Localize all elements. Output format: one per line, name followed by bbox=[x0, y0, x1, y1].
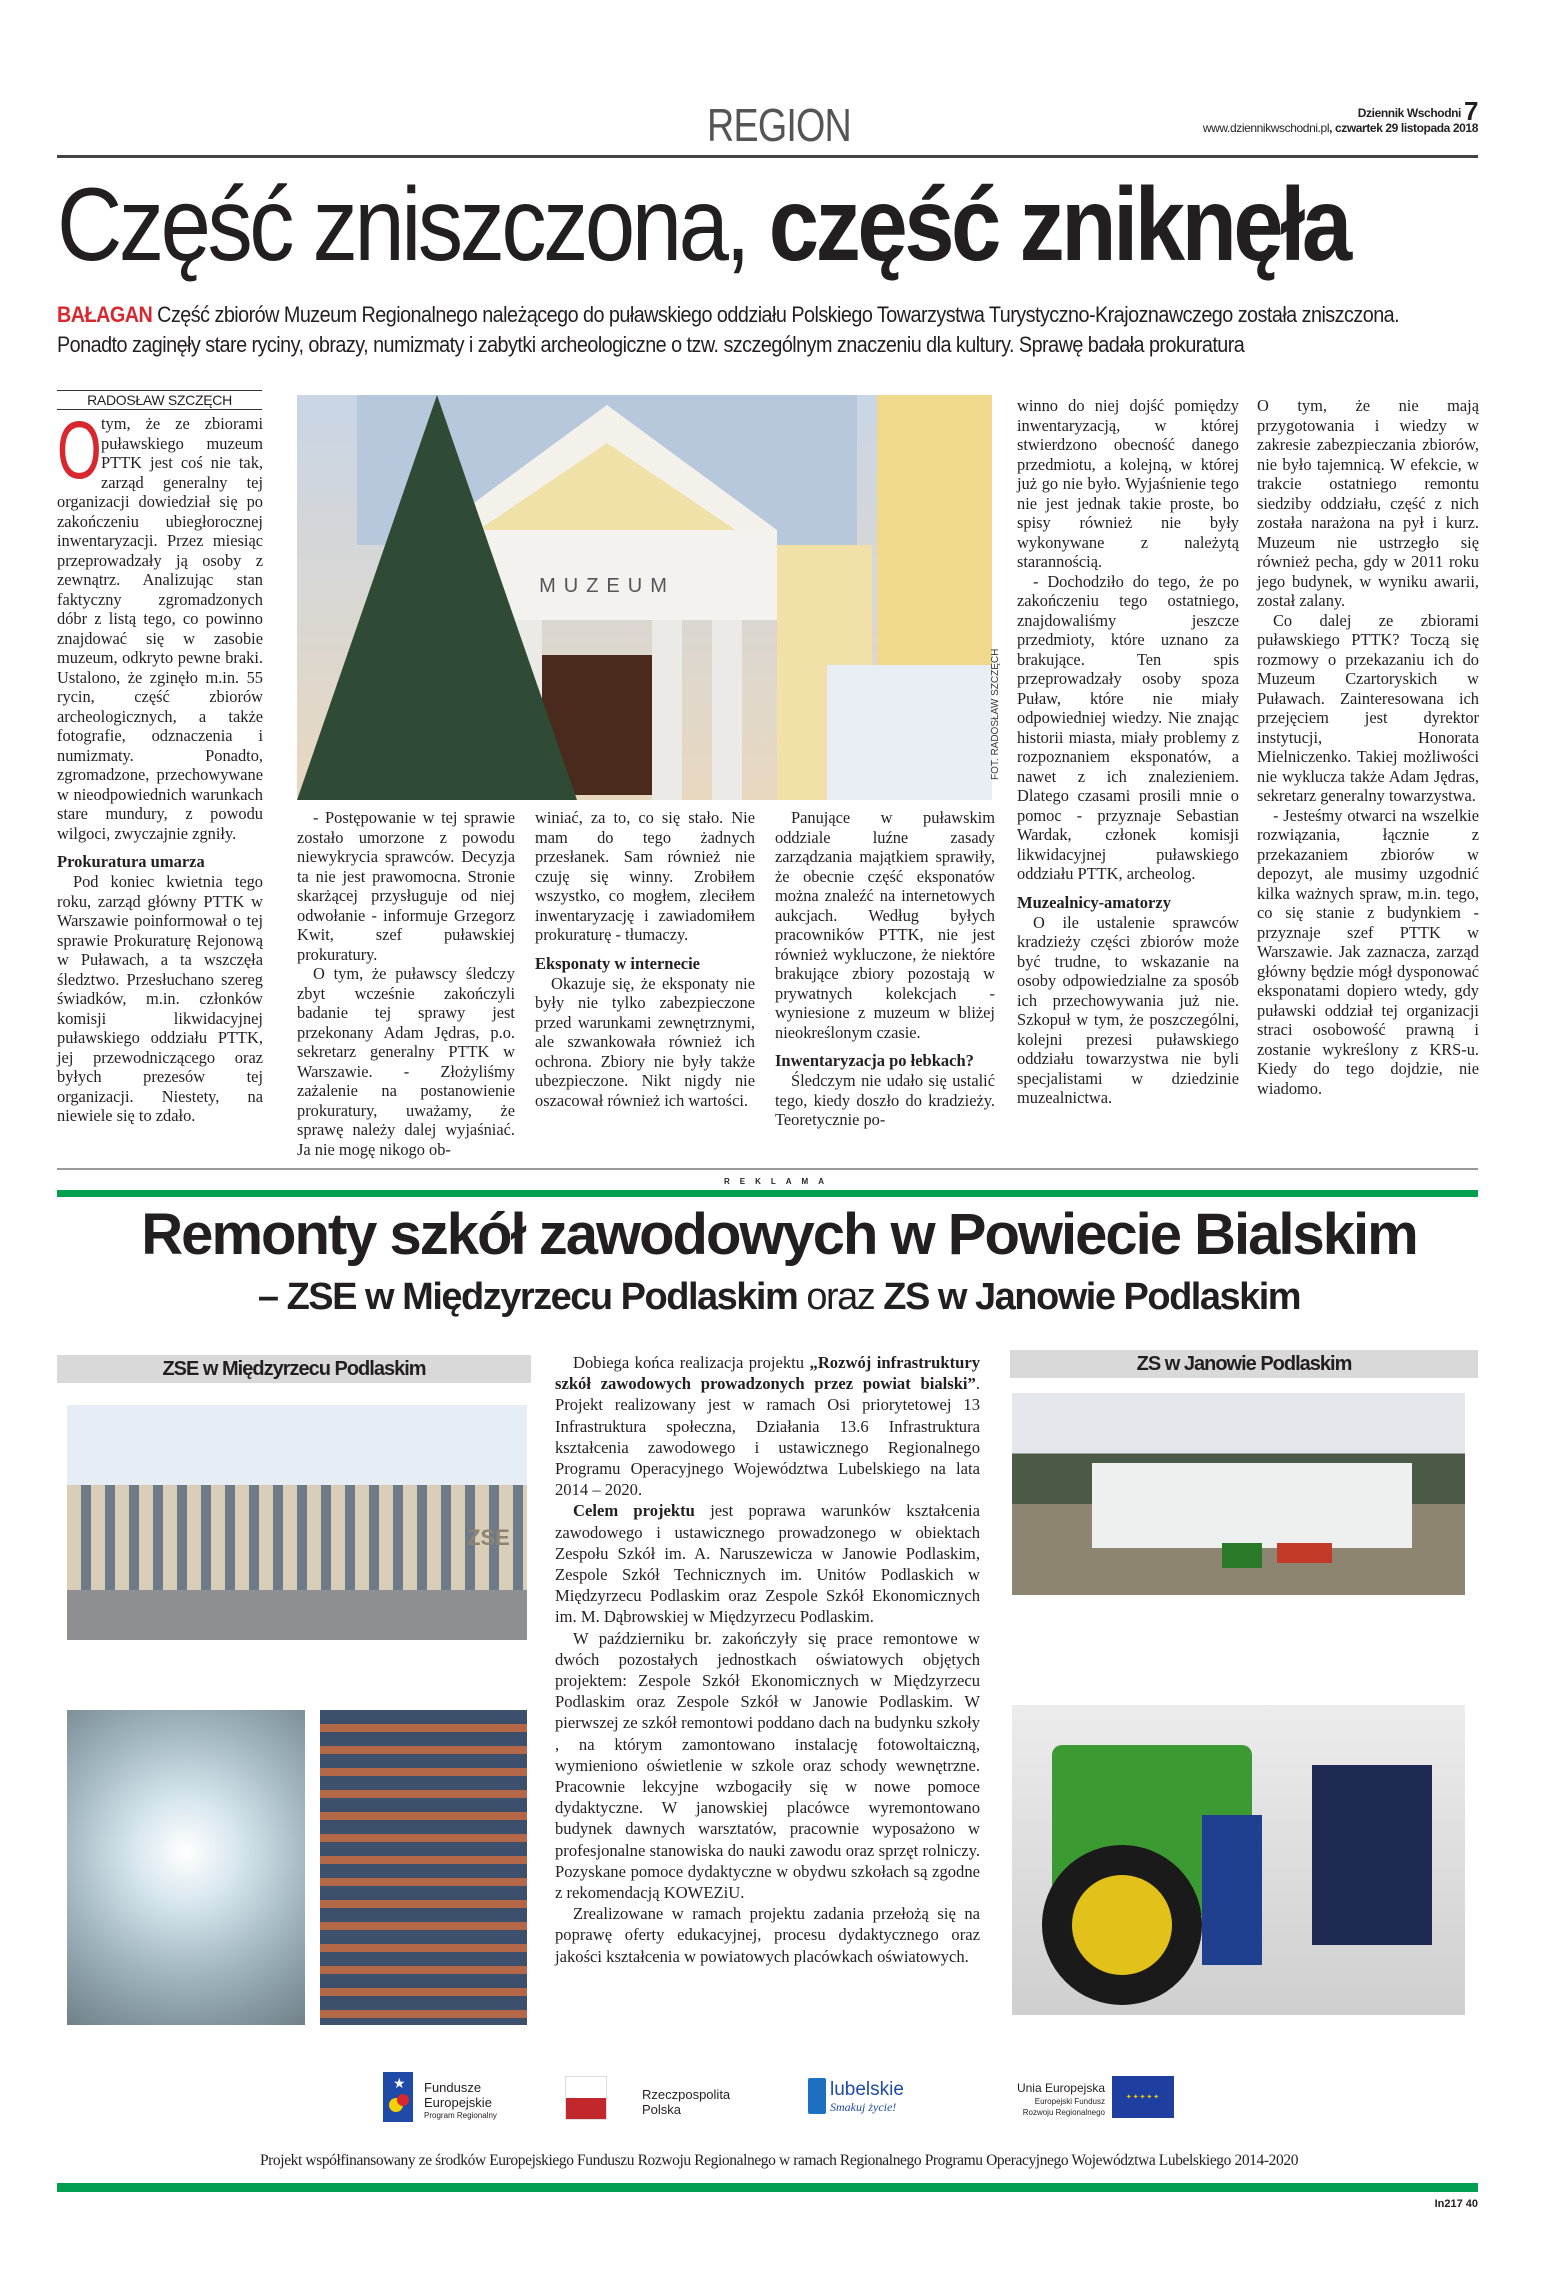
paragraph: tym, że ze zbiorami puławskiego muzeum PTTK jest coś nie tak, zarząd generalny tej organizacji dowiedział się po zakończeniu ubiegłorocznej inwentaryzacji. Przez miesiąc przeprowadzały ją osoby z zewnątrz. Analizując stan faktyczny zgromadzonych dóbr z listą tego, co powinno znajdować się w zasobie muzeum, odkryto pewne braki. Ustalono, że zginęło m.in. 55 rycin, część zbiorów archeologicznych, a także fotografie, odznaczenia i numizmaty. Ponadto, zgromadzone, przechowywane w nieodpowiednich warunkach stare mundury, z powodu wilgoci, zwyczajnie zgniły. bbox=[57, 414, 263, 843]
article-column-6 bbox=[1257, 396, 1479, 1098]
trailer bbox=[1277, 1543, 1332, 1563]
paragraph: winiać, za to, co się stało. Nie mam do tego żadnych przesłanek. Sam również nie czuję się winny. Zrobiłem wszystko, co mogłem, zleciłem inwentaryzację i zawiadomiłem prokuraturę - tłumaczy. bbox=[535, 808, 755, 944]
ad-body bbox=[555, 1352, 980, 1967]
text: Dobiega końca realizacja projektu bbox=[573, 1353, 810, 1372]
paragraph: winno do niej dojść pomiędzy inwentaryzacją, w której stwierdzono obecność danego przedmiotu, a kolejną, w której już go nie było. Wyjaśnienie tego nie jest jednak takie proste, bo spisy również nie były wykonywane z należytą starannością. bbox=[1017, 396, 1239, 571]
zs-workshop-building-photo bbox=[1012, 1393, 1465, 1595]
logo-text: Program Regionalny bbox=[424, 2111, 497, 2120]
paragraph: Okazuje się, że eksponaty nie były nie tylko zabezpieczone przed warunkami zewnętrznymi, ale szwankowała również ich ochrona. Zbiory nie były także ubezpieczone. Nikt nigdy nie oszacował również ich wartości. bbox=[535, 973, 755, 1110]
ad-bottom-green-bar bbox=[57, 2183, 1478, 2192]
museum-sign: MUZEUM bbox=[539, 575, 675, 597]
tractor-wheel bbox=[1042, 1845, 1202, 2005]
logo-text: lubelskie bbox=[830, 2079, 904, 2100]
ad-divider bbox=[57, 1168, 1478, 1170]
unia-europejska-text bbox=[985, 2081, 1105, 2118]
photo-credit: FOT. RADOSŁAW SZCZĘCH bbox=[990, 648, 1001, 780]
museum-photo bbox=[297, 395, 992, 800]
lead-line: Ponadto zaginęły stare ryciny, obrazy, numizmaty i zabytki archeologiczne o tzw. szczególnym znaczeniu dla kultury. Sprawę badała prokuratura bbox=[57, 332, 1245, 357]
masthead: Dziennik Wschodni 7 www.dziennikwschodni.pl, czwartek 29 listopada 2018 bbox=[1202, 96, 1478, 135]
issue-date: czwartek 29 listopada 2018 bbox=[1334, 121, 1478, 135]
article-column-3 bbox=[535, 808, 755, 1110]
ad-subtitle bbox=[0, 1272, 1558, 1322]
paragraph: Śledczym nie udało się ustalić tego, kiedy doszło do kradzieży. Teoretycznie po- bbox=[775, 1071, 995, 1129]
article-column-4 bbox=[775, 808, 995, 1130]
drop-cap: O bbox=[57, 405, 102, 496]
lubelskie-logo-icon bbox=[808, 2078, 826, 2114]
building-sign: ZSE bbox=[467, 1525, 510, 1550]
corridor-photo bbox=[67, 1710, 305, 2025]
subheading: Eksponaty w internecie bbox=[535, 953, 700, 973]
text: jest poprawa warunków kształcenia zawodowego i ustawicznego prowadzonego w obiektach Zespołu Szkół im. A. Naruszewicza w Janowie Podlaskim, Zespole Szkół Technicznych im. Unitów Podlaskich w Międzyrzecu Podlaskim oraz Zespole Szkół Ekonomicznych im. M. Dąbrowskiej w Międzyrzecu Podlaskim. bbox=[555, 1501, 980, 1627]
subheading: Inwentaryzacja po łebkach? bbox=[775, 1051, 974, 1070]
paragraph: Pod koniec kwietnia tego roku, zarząd główny PTTK w Warszawie poinformował o tej sprawie Prokuraturę Rejonową w Puławach, a ta wszczęła śledztwo. Przesłuchano szereg świadków, m.in. członków komisji likwidacyjnej puławskiego oddziału PTTK, jej przewodniczącego oraz byłych prezesów tej organizacji. Niestety, na niewiele się to zdało. bbox=[57, 872, 263, 1125]
building-facade bbox=[67, 1485, 527, 1590]
people-group bbox=[1312, 1765, 1432, 1945]
spruce-tree bbox=[297, 395, 577, 800]
header-rule bbox=[57, 155, 1478, 158]
label-zs: ZS w Janowie Podlaskim bbox=[1010, 1350, 1478, 1378]
subtitle-part: ZS w Janowie Podlaskim bbox=[883, 1276, 1301, 1318]
logo-text: Europejskie bbox=[424, 2095, 492, 2110]
section-title: REGION bbox=[707, 99, 851, 151]
column bbox=[652, 620, 682, 800]
subheading: Muzealnicy-amatorzy bbox=[1017, 892, 1171, 912]
logo-text: Unia Europejska bbox=[1016, 2081, 1105, 2095]
lubelskie-logo-text bbox=[830, 2080, 904, 2115]
paragraph: Zrealizowane w ramach projektu zadania przełożą się na poprawę oferty edukacyjnej, procesu dydaktycznego oraz jakości kształcenia w powiatowych placówkach oświatowych. bbox=[555, 1904, 980, 1966]
logo-text: Polska bbox=[642, 2102, 682, 2117]
lead-line: Część zbiorów Muzeum Regionalnego należącego do puławskiego oddziału Polskiego Towarzystwa Turystyczno-Krajoznawczego została zniszczona. bbox=[157, 302, 1400, 327]
workshop-building bbox=[1092, 1463, 1412, 1548]
paragraph: O tym, że nie mają przygotowania i wiedzy w zakresie zabezpieczania zbiorów, nie było tajemnicą. W efekcie, w trakcie ostatniego remontu siedziby oddziału, część z nich została narażona na pył i kurz. Muzeum nie ustrzegło się również pecha, gdy w 2011 roku jego budynek, w wyniku awarii, został zalany. bbox=[1257, 396, 1479, 610]
subtitle-part: oraz bbox=[806, 1276, 875, 1318]
ad-green-bar bbox=[57, 1190, 1478, 1197]
subheading: Prokuratura umarza bbox=[57, 852, 205, 871]
polish-flag-icon bbox=[565, 2076, 607, 2120]
bold-text: Celem projektu bbox=[573, 1501, 695, 1521]
paragraph: Co dalej ze zbiorami puławskiego PTTK? Toczą się rozmowy o przekazaniu ich do Muzeum Czartoryskich w Puławach. Zainteresowana ich przejęciem jest dyrektor instytucji, Honorata Mielniczenko. Takiej możliwości nie wyklucza także Adam Jędras, sekretarz generalny towarzystwa. bbox=[1257, 610, 1479, 805]
logo-text: Europejski Fundusz bbox=[1034, 2097, 1105, 2106]
logo-text: Rozwoju Regionalnego bbox=[1022, 2108, 1105, 2117]
ad-footer-note: Projekt współfinansowany ze środków Europejskiego Funduszu Rozwoju Regionalnego w ramach Regionalnego Programu Operacyjnego Województwa Lubelskiego 2014-2020 bbox=[259, 2152, 1299, 2169]
paragraph bbox=[555, 1500, 980, 1627]
paragraph: O tym, że puławscy śledczy zbyt wcześnie zakończyli badanie tej sprawy jest przekonany Adam Jędras, p.o. sekretarz generalny PTTK w Warszawie. - Złożyliśmy zażalenie na postanowienie prokuratury, uważamy, że sprawę należy dalej wyjaśniać. Ja nie mogę nikogo ob- bbox=[297, 964, 515, 1159]
logo-text: Smakuj życie! bbox=[830, 2100, 897, 2114]
article-column-1 bbox=[57, 405, 263, 1126]
eu-flag-icon: ✦✦✦✦✦ bbox=[1112, 2076, 1174, 2118]
paragraph: - Jesteśmy otwarci na wszelkie rozwiązania, łącznie z przekazaniem zbiorów w depozyt, ale musimy uzgodnić kilka ważnych spraw, m.in. tego, co się stanie z budynkiem - przyznaje szef PTTK w Warszawie. Jak zaznacza, zarząd główny będzie mógł dysponować eksponatami dopiero wtedy, gdy puławski oddział tej organizacji straci osobowość prawną i zostanie wykreślony z KRS-u. Kiedy do tego dojdzie, nie wiadomo. bbox=[1257, 805, 1479, 1098]
article-lead bbox=[57, 300, 1407, 360]
zs-tractor-workshop-photo bbox=[1012, 1705, 1465, 2015]
headline-bold: część zniknęła bbox=[768, 167, 1349, 283]
project-name: „Rozwój infrastruktury szkół zawodowych prowadzonych przez powiat bialski” bbox=[555, 1353, 980, 1394]
article-headline bbox=[57, 167, 1349, 283]
label-zse: ZSE w Międzyrzecu Podlaskim bbox=[57, 1355, 531, 1383]
ad-code: In217 40 bbox=[1434, 2198, 1478, 2210]
logo-text: Fundusze bbox=[424, 2080, 482, 2095]
paragraph: O ile ustalenie sprawców kradzieży części zbiorów może być trudne, to wskazanie na osoby odpowiedzialne za sposób ich przechowywania już nie. Szkopuł w tym, że poszczególni, kolejni prezesi puławskiego oddziału towarzystwa nie byli specjalistami w dziedzinie muzealnictwa. bbox=[1017, 912, 1239, 1107]
logo-text: Rzeczpospolita bbox=[642, 2087, 731, 2102]
paper-name: Dziennik Wschodni bbox=[1357, 106, 1461, 120]
text: . Projekt realizowany jest w ramach Osi priorytetowej 13 Infrastruktura społeczna, Działania 13.6 Infrastruktura kształcenia zawodowego i ustawicznego Regionalnego Programu Operacyjnego Województwa Lubelskiego na lata 2014 – 2020. bbox=[555, 1374, 980, 1500]
fence bbox=[827, 665, 992, 800]
article-column-5 bbox=[1017, 396, 1239, 1108]
article-column-2 bbox=[297, 808, 515, 1159]
paragraph: - Postępowanie w tej sprawie zostało umorzone z powodu niewykrycia sprawców. Decyzja ta nie jest prawomocna. Stronie skarżącej przysługuje od niej odwołanie - informuje Grzegorz Kwit, szef puławskiej prokuratury. bbox=[297, 808, 515, 964]
column bbox=[712, 620, 742, 800]
stairs-photo bbox=[320, 1710, 527, 2025]
subtitle-part: – ZSE w Międzyrzecu Podlaskim bbox=[257, 1276, 798, 1318]
ad-label: REKLAMA bbox=[724, 1177, 834, 1186]
paper-url[interactable]: www.dziennikwschodni.pl bbox=[1202, 121, 1330, 135]
author-byline: RADOSŁAW SZCZĘCH bbox=[57, 390, 262, 410]
ad-title: Remonty szkół zawodowych w Powiecie Bialskim bbox=[141, 1202, 1417, 1267]
paragraph bbox=[555, 1352, 980, 1500]
lead-kicker: BAŁAGAN bbox=[57, 302, 153, 327]
paragraph: - Dochodziło do tego, że po zakończeniu tego ostatniego, znajdowaliśmy jeszcze przedmioty, które uznano za brakujące. Ten spis przeprowadzały osoby spoza Puław, które nie miały odpowiedniej wiedzy. Nie znając historii miasta, miały problemy z rozpoznaniem eksponatów, a nawet z ich znalezieniem. Dlatego czasami prosili mnie o pomoc - przyznaje Sebastian Wardak, członek komisji likwidacyjnej puławskiego oddziału PTTK, archeolog. bbox=[1017, 571, 1239, 883]
zse-building-photo bbox=[67, 1405, 527, 1640]
fundusze-europejskie-logo-icon: ★ bbox=[383, 2072, 413, 2122]
page-number: 7 bbox=[1463, 96, 1478, 126]
headline-regular: Część zniszczona, bbox=[57, 167, 748, 283]
parking-lot bbox=[67, 1590, 527, 1640]
rzeczpospolita-polska-text bbox=[642, 2087, 730, 2117]
fundusze-europejskie-text bbox=[424, 2080, 497, 2121]
paragraph: Panujące w puławskim oddziale luźne zasady zarządzania majątkiem sprawiły, że obecnie część eksponatów można znaleźć na internetowych aukcjach. Według byłych pracowników PTTK, nie jest również wykluczone, że niektóre brakujące zbiory pozostają w prywatnych kolekcjach - wyniesione z muzeum w bliżej nieokreślonym czasie. bbox=[775, 808, 995, 1042]
paragraph: W październiku br. zakończyły się prace remontowe w dwóch pozostałych jednostkach oświatowych objętych projektem: Zespole Szkół Ekonomicznych w Międzyrzecu Podlaskim oraz Zespole Szkół w Janowie Podlaskim. W pierwszej ze szkół remontowi poddano dach na budynku szkoły , na którym zamontowano instalację fotowoltaiczną, wymieniono oświetlenie w szkole oraz schody wewnętrzne. Pracownie lekcyjne wzbogaciły się w nowe pomoce dydaktyczne. W janowskiej placówce wyremontowano budynek dawnych warsztatów, pracownie wyposażono w profesjonalne stanowiska do nauki zawodu oraz sprzęt rolniczy. Pozyskane pomoce dydaktyczne w obydwu szkołach są zgodne z rekomendacją KOWEZiU. bbox=[555, 1628, 980, 1903]
person bbox=[1202, 1815, 1262, 1965]
tractor bbox=[1222, 1543, 1262, 1568]
